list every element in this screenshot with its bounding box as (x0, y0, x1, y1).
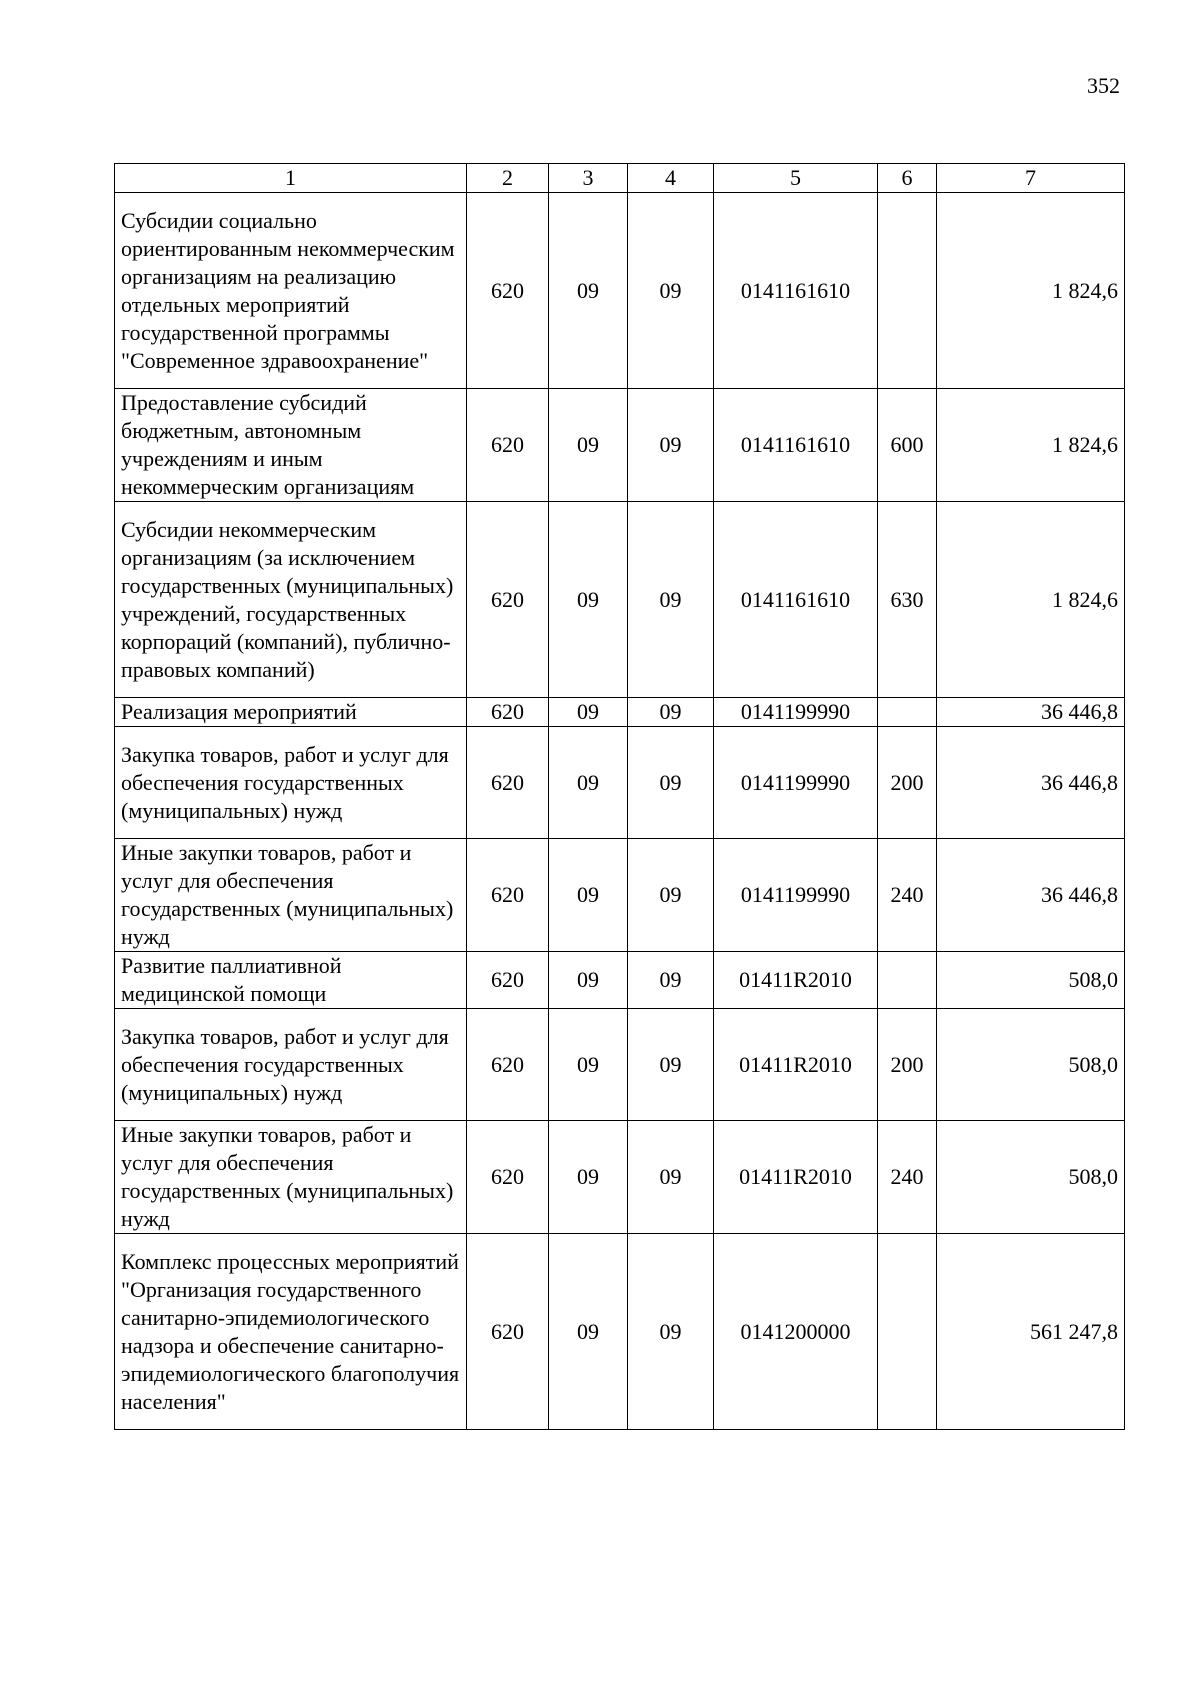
row-description: Закупка товаров, работ и услуг для обеспечения государственных (муниципальных) нужд (115, 1009, 467, 1121)
target-article-code: 0141199990 (714, 698, 878, 727)
ministry-code: 620 (467, 193, 549, 389)
table-row (115, 727, 1125, 839)
section-code: 09 (549, 952, 628, 1009)
amount: 36 446,8 (937, 698, 1125, 727)
amount: 36 446,8 (937, 727, 1125, 839)
ministry-code: 620 (467, 839, 549, 952)
section-code: 09 (549, 389, 628, 502)
subsection-code: 09 (628, 698, 714, 727)
target-article-code: 0141199990 (714, 727, 878, 839)
column-header: 3 (549, 164, 628, 193)
expense-type-code (878, 1234, 937, 1430)
subsection-code: 09 (628, 727, 714, 839)
subsection-code: 09 (628, 193, 714, 389)
target-article-code: 0141199990 (714, 839, 878, 952)
target-article-code: 0141200000 (714, 1234, 878, 1430)
subsection-code: 09 (628, 1009, 714, 1121)
subsection-code: 09 (628, 1234, 714, 1430)
section-code: 09 (549, 502, 628, 698)
expense-type-code (878, 952, 937, 1009)
table-row (115, 952, 1125, 1009)
section-code: 09 (549, 839, 628, 952)
expense-type-code: 200 (878, 1009, 937, 1121)
row-description: Иные закупки товаров, работ и услуг для обеспечения государственных (муниципальных) нужд (115, 839, 467, 952)
expense-type-code: 240 (878, 839, 937, 952)
table-row (115, 193, 1125, 389)
target-article-code: 0141161610 (714, 193, 878, 389)
table-row (115, 1009, 1125, 1121)
table-body (115, 193, 1125, 1430)
column-header: 4 (628, 164, 714, 193)
table-row (115, 1234, 1125, 1430)
expense-type-code: 630 (878, 502, 937, 698)
amount: 508,0 (937, 952, 1125, 1009)
row-description: Предоставление субсидий бюджетным, автономным учреждениям и иным некоммерческим организациям (115, 389, 467, 502)
expense-type-code (878, 193, 937, 389)
subsection-code: 09 (628, 389, 714, 502)
column-number-row (115, 164, 1125, 193)
target-article-code: 0141161610 (714, 502, 878, 698)
amount: 1 824,6 (937, 502, 1125, 698)
amount: 508,0 (937, 1121, 1125, 1234)
ministry-code: 620 (467, 389, 549, 502)
amount: 561 247,8 (937, 1234, 1125, 1430)
ministry-code: 620 (467, 1009, 549, 1121)
target-article-code: 0141161610 (714, 389, 878, 502)
column-header: 6 (878, 164, 937, 193)
expense-type-code: 600 (878, 389, 937, 502)
ministry-code: 620 (467, 727, 549, 839)
table-row (115, 502, 1125, 698)
table-row (115, 839, 1125, 952)
column-header: 2 (467, 164, 549, 193)
target-article-code: 01411R2010 (714, 1009, 878, 1121)
amount: 1 824,6 (937, 193, 1125, 389)
ministry-code: 620 (467, 698, 549, 727)
amount: 1 824,6 (937, 389, 1125, 502)
subsection-code: 09 (628, 1121, 714, 1234)
section-code: 09 (549, 193, 628, 389)
page-number: 352 (1087, 73, 1120, 98)
ministry-code: 620 (467, 1234, 549, 1430)
section-code: 09 (549, 1009, 628, 1121)
ministry-code: 620 (467, 502, 549, 698)
section-code: 09 (549, 698, 628, 727)
column-header: 5 (714, 164, 878, 193)
amount: 36 446,8 (937, 839, 1125, 952)
row-description: Субсидии некоммерческим организациям (за исключением государственных (муниципальных) учреждений, государственных корпораций (компаний), публично-правовых компаний) (115, 502, 467, 698)
ministry-code: 620 (467, 952, 549, 1009)
subsection-code: 09 (628, 952, 714, 1009)
section-code: 09 (549, 1121, 628, 1234)
section-code: 09 (549, 1234, 628, 1430)
expense-type-code (878, 698, 937, 727)
row-description: Реализация мероприятий (115, 698, 467, 727)
row-description: Субсидии социально ориентированным некоммерческим организациям на реализацию отдельных мероприятий государственной программы "Современное здравоохранение" (115, 193, 467, 389)
amount: 508,0 (937, 1009, 1125, 1121)
column-header: 7 (937, 164, 1125, 193)
ministry-code: 620 (467, 1121, 549, 1234)
row-description: Комплекс процессных мероприятий "Организация государственного санитарно-эпидемиологического надзора и обеспечение санитарно-эпидемиологического благополучия населения" (115, 1234, 467, 1430)
section-code: 09 (549, 727, 628, 839)
column-header: 1 (115, 164, 467, 193)
table-row (115, 1121, 1125, 1234)
table-row (115, 389, 1125, 502)
row-description: Иные закупки товаров, работ и услуг для обеспечения государственных (муниципальных) нужд (115, 1121, 467, 1234)
subsection-code: 09 (628, 839, 714, 952)
row-description: Развитие паллиативной медицинской помощи (115, 952, 467, 1009)
budget-table (114, 163, 1125, 1430)
row-description: Закупка товаров, работ и услуг для обеспечения государственных (муниципальных) нужд (115, 727, 467, 839)
subsection-code: 09 (628, 502, 714, 698)
expense-type-code: 240 (878, 1121, 937, 1234)
table-row (115, 698, 1125, 727)
expense-type-code: 200 (878, 727, 937, 839)
target-article-code: 01411R2010 (714, 952, 878, 1009)
target-article-code: 01411R2010 (714, 1121, 878, 1234)
